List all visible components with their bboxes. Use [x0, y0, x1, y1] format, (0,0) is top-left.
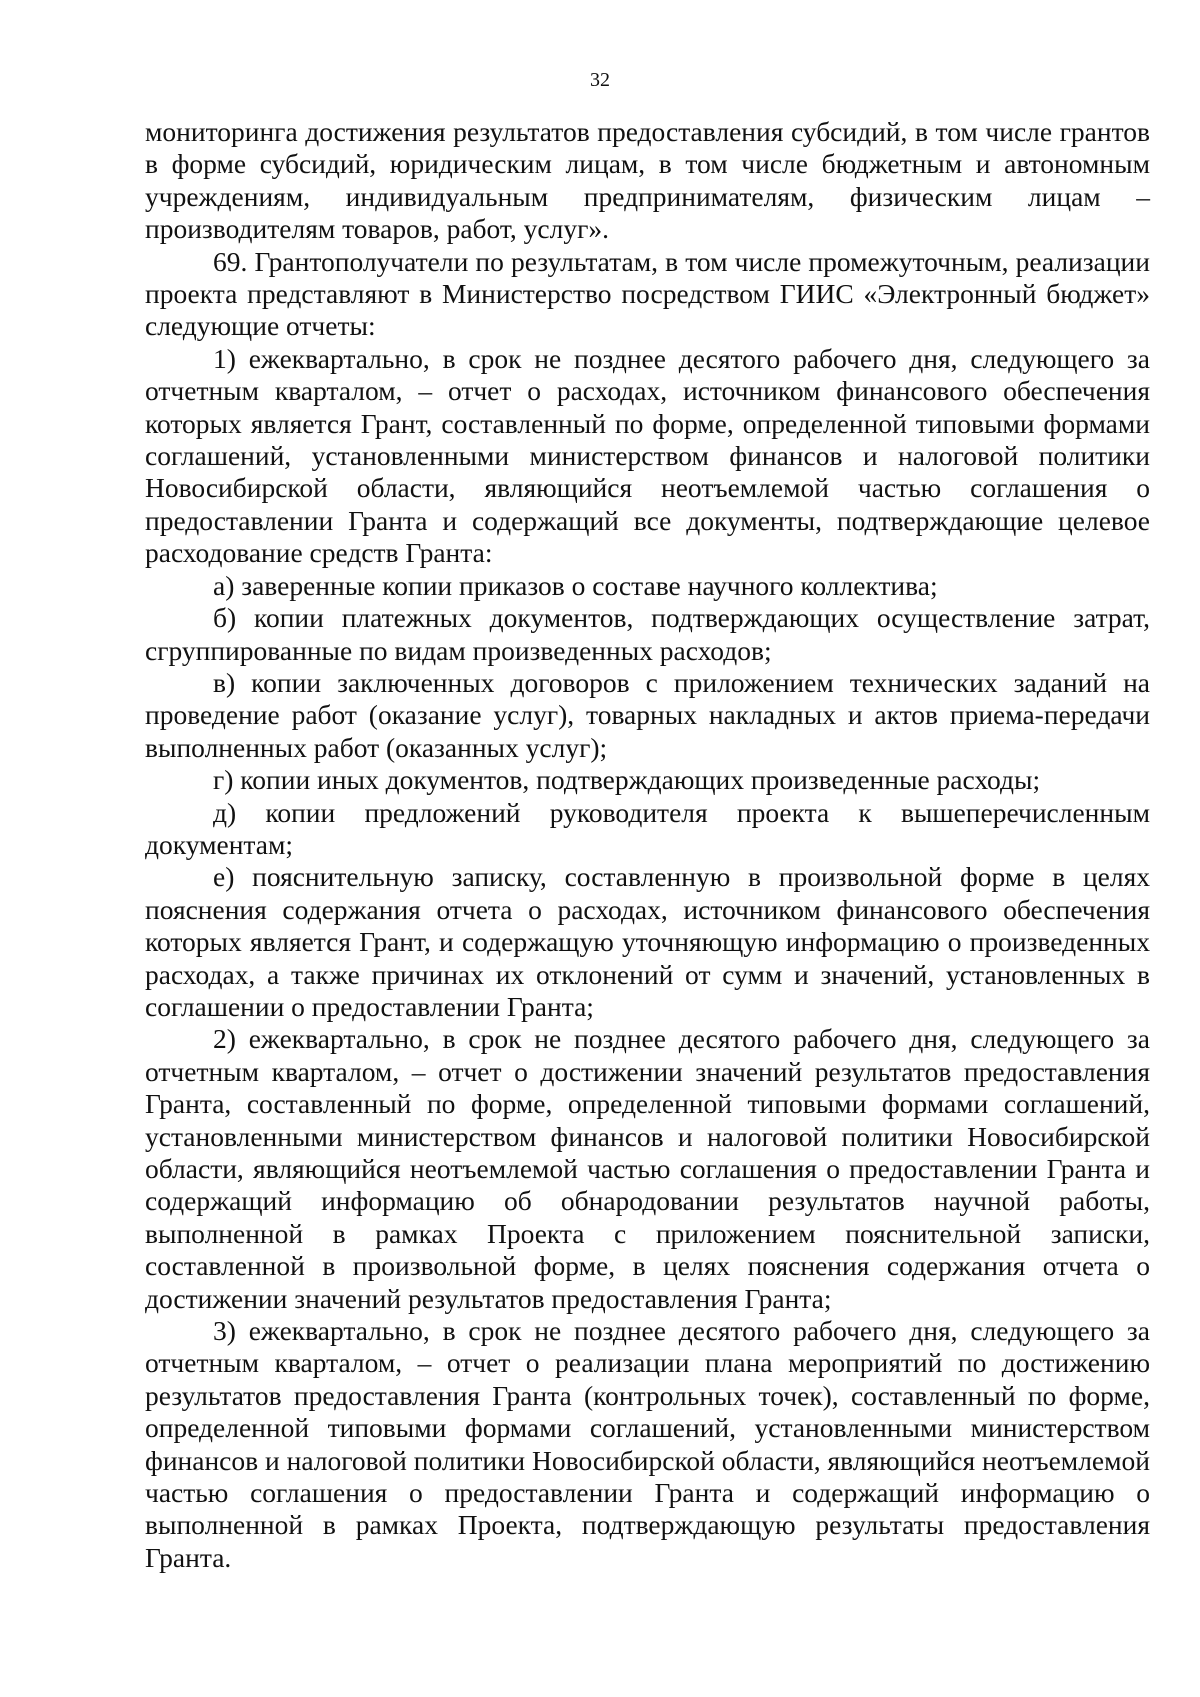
- paragraph-subitem-a: а) заверенные копии приказов о составе научного коллектива;: [213, 569, 938, 601]
- paragraph-subitem-g: г) копии иных документов, подтверждающих произведенные расходы;: [213, 764, 1041, 796]
- paragraph-subitem-v: в) копии заключенных договоров с приложением технических заданий на проведение работ (оказание услуг), товарных накладных и актов приема-передачи выполненных работ (оказанных услуг);: [145, 666, 1150, 763]
- paragraph-continuation: мониторинга достижения результатов предоставления субсидий, в том числе грантов в форме субсидий, юридическим лицам, в том числе бюджетным и автономным учреждениям, индивидуальным предпринимателям, физическим лицам – производителям товаров, работ, услуг».: [145, 116, 1150, 245]
- page-number: 32: [590, 69, 610, 91]
- document-body: [145, 116, 1150, 1574]
- paragraph-subitem-d: д) копии предложений руководителя проекта к вышеперечисленным документам;: [145, 796, 1150, 860]
- paragraph-subitem-e: е) пояснительную записку, составленную в произвольной форме в целях пояснения содержания отчета о расходах, источником финансового обеспечения которых является Грант, и содержащую уточняющую информацию о произведенных расходах, а также причинах их отклонений от сумм и значений, установленных в соглашении о предоставлении Гранта;: [145, 861, 1150, 1022]
- paragraph-subitem-2: 2) ежеквартально, в срок не позднее десятого рабочего дня, следующего за отчетным кварталом, – отчет о достижении значений результатов предоставления Гранта, составленный по форме, определенной типовыми формами соглашений, установленными министерством финансов и налоговой политики Новосибирской области, являющийся неотъемлемой частью соглашения о предоставлении Гранта и содержащий информацию об обнародовании результатов научной работы, выполненной в рамках Проекта с приложением пояснительной записки, составленной в произвольной форме, в целях пояснения содержания отчета о достижении значений результатов предоставления Гранта;: [145, 1023, 1150, 1314]
- paragraph-subitem-1: 1) ежеквартально, в срок не позднее десятого рабочего дня, следующего за отчетным кварталом, – отчет о расходах, источником финансового обеспечения которых является Грант, составленный по форме, определенной типовыми формами соглашений, установленными министерством финансов и налоговой политики Новосибирской области, являющийся неотъемлемой частью соглашения о предоставлении Гранта и содержащий все документы, подтверждающие целевое расходование средств Гранта:: [145, 342, 1150, 569]
- paragraph-item-69: 69. Грантополучатели по результатам, в том числе промежуточным, реализации проекта представляют в Министерство посредством ГИИС «Электронный бюджет» следующие отчеты:: [145, 245, 1150, 342]
- paragraph-subitem-b: б) копии платежных документов, подтверждающих осуществление затрат, сгруппированные по видам произведенных расходов;: [145, 602, 1150, 666]
- paragraph-subitem-3: 3) ежеквартально, в срок не позднее десятого рабочего дня, следующего за отчетным кварталом, – отчет о реализации плана мероприятий по достижению результатов предоставления Гранта (контрольных точек), составленный по форме, определенной типовыми формами соглашений, установленными министерством финансов и налоговой политики Новосибирской области, являющийся неотъемлемой частью соглашения о предоставлении Гранта и содержащий информацию о выполненной в рамках Проекта, подтверждающую результаты предоставления Гранта.: [145, 1315, 1150, 1573]
